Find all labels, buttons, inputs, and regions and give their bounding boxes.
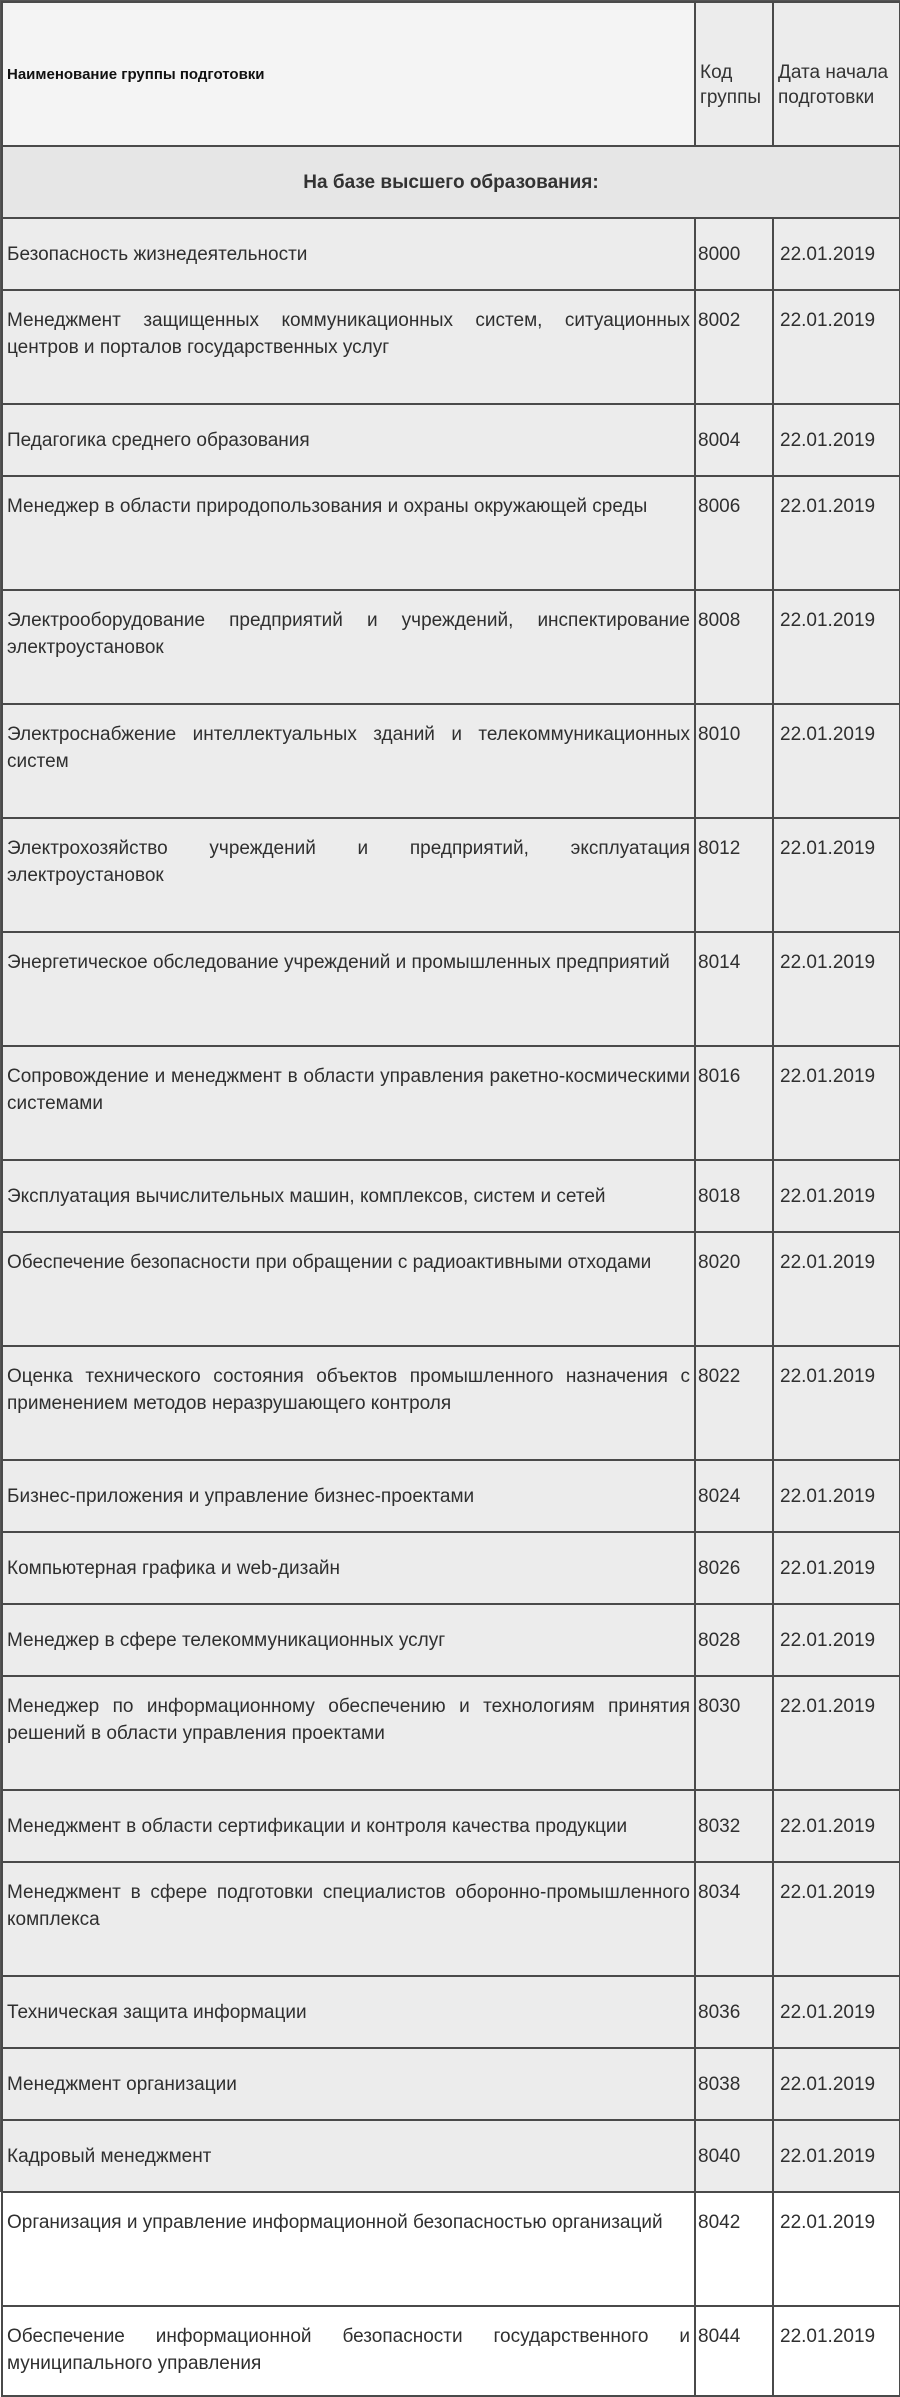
table-row: [2, 932, 900, 1046]
group-name-cell: Техническая защита информации: [2, 1976, 695, 2048]
group-code-cell: 8010: [695, 704, 773, 818]
training-groups-table: [1, 1, 900, 2397]
start-date-cell: 22.01.2019: [773, 1676, 900, 1790]
start-date-cell: 22.01.2019: [773, 404, 900, 476]
group-name-cell: Обеспечение безопасности при обращении с радиоактивными отходами: [2, 1232, 695, 1346]
table-row: [2, 1532, 900, 1604]
group-name-cell: Менеджмент организации: [2, 2048, 695, 2120]
group-code-cell: 8002: [695, 290, 773, 404]
table-row: [2, 2192, 900, 2306]
start-date-cell: 22.01.2019: [773, 2048, 900, 2120]
group-name-cell: Менеджер по информационному обеспечению и технологиям принятия решений в области управления проектами: [2, 1676, 695, 1790]
table-row: [2, 1346, 900, 1460]
start-date-cell: 22.01.2019: [773, 1976, 900, 2048]
start-date-cell: 22.01.2019: [773, 704, 900, 818]
group-name-cell: Менеджер в области природопользования и охраны окружающей среды: [2, 476, 695, 590]
group-name-cell: Бизнес-приложения и управление бизнес-проектами: [2, 1460, 695, 1532]
group-name-cell: Электрохозяйство учреждений и предприятий, эксплуатация электроустановок: [2, 818, 695, 932]
group-code-cell: 8030: [695, 1676, 773, 1790]
group-code-cell: 8004: [695, 404, 773, 476]
group-code-cell: 8018: [695, 1160, 773, 1232]
group-name-cell: Электроснабжение интеллектуальных зданий и телекоммуникационных систем: [2, 704, 695, 818]
group-name-cell: Сопровождение и менеджмент в области управления ракетно-космическими системами: [2, 1046, 695, 1160]
table-row: [2, 1976, 900, 2048]
start-date-cell: 22.01.2019: [773, 1862, 900, 1976]
table-row: [2, 476, 900, 590]
start-date-cell: 22.01.2019: [773, 290, 900, 404]
start-date-cell: 22.01.2019: [773, 590, 900, 704]
table-row: [2, 2120, 900, 2192]
group-code-cell: 8016: [695, 1046, 773, 1160]
table-row: [2, 590, 900, 704]
group-code-cell: 8008: [695, 590, 773, 704]
start-date-cell: 22.01.2019: [773, 1046, 900, 1160]
group-code-cell: 8026: [695, 1532, 773, 1604]
table-row: [2, 290, 900, 404]
group-code-cell: 8042: [695, 2192, 773, 2306]
group-code-cell: 8028: [695, 1604, 773, 1676]
group-name-cell: Менеджмент в области сертификации и контроля качества продукции: [2, 1790, 695, 1862]
table-row: [2, 1862, 900, 1976]
group-code-cell: 8000: [695, 218, 773, 290]
group-name-cell: Педагогика среднего образования: [2, 404, 695, 476]
table-row: [2, 1460, 900, 1532]
group-code-cell: 8036: [695, 1976, 773, 2048]
group-code-cell: 8044: [695, 2306, 773, 2396]
start-date-cell: 22.01.2019: [773, 1532, 900, 1604]
start-date-cell: 22.01.2019: [773, 1160, 900, 1232]
start-date-cell: 22.01.2019: [773, 1232, 900, 1346]
table-row: [2, 1676, 900, 1790]
group-code-cell: 8024: [695, 1460, 773, 1532]
group-code-cell: 8034: [695, 1862, 773, 1976]
table-row: [2, 704, 900, 818]
group-name-cell: Кадровый менеджмент: [2, 2120, 695, 2192]
header-group-code: Код группы: [695, 2, 773, 146]
group-code-cell: 8014: [695, 932, 773, 1046]
table-row: [2, 1232, 900, 1346]
group-name-cell: Оценка технического состояния объектов промышленного назначения с применением методов неразрушающего контроля: [2, 1346, 695, 1460]
group-name-cell: Менеджмент защищенных коммуникационных систем, ситуационных центров и порталов государственных услуг: [2, 290, 695, 404]
table-row: [2, 404, 900, 476]
start-date-cell: 22.01.2019: [773, 2306, 900, 2396]
group-name-cell: Энергетическое обследование учреждений и промышленных предприятий: [2, 932, 695, 1046]
group-name-cell: Эксплуатация вычислительных машин, комплексов, систем и сетей: [2, 1160, 695, 1232]
group-name-cell: Обеспечение информационной безопасности государственного и муниципального управления: [2, 2306, 695, 2396]
group-name-cell: Электрооборудование предприятий и учреждений, инспектирование электроустановок: [2, 590, 695, 704]
group-code-cell: 8022: [695, 1346, 773, 1460]
group-code-cell: 8020: [695, 1232, 773, 1346]
header-group-name: Наименование группы подготовки: [2, 2, 695, 146]
table-row: [2, 1604, 900, 1676]
header-start-date: Дата начала подготовки: [773, 2, 900, 146]
table-row: [2, 1160, 900, 1232]
start-date-cell: 22.01.2019: [773, 818, 900, 932]
group-name-cell: Безопасность жизнедеятельности: [2, 218, 695, 290]
table-row: [2, 818, 900, 932]
start-date-cell: 22.01.2019: [773, 2120, 900, 2192]
start-date-cell: 22.01.2019: [773, 476, 900, 590]
table-row: [2, 2048, 900, 2120]
group-name-cell: Компьютерная графика и web-дизайн: [2, 1532, 695, 1604]
start-date-cell: 22.01.2019: [773, 2192, 900, 2306]
group-code-cell: 8038: [695, 2048, 773, 2120]
table-row: [2, 1790, 900, 1862]
start-date-cell: 22.01.2019: [773, 932, 900, 1046]
group-code-cell: 8012: [695, 818, 773, 932]
table-row: [2, 2306, 900, 2396]
group-code-cell: 8032: [695, 1790, 773, 1862]
start-date-cell: 22.01.2019: [773, 1790, 900, 1862]
start-date-cell: 22.01.2019: [773, 1604, 900, 1676]
section-title: На базе высшего образования:: [2, 146, 900, 218]
group-name-cell: Менеджер в сфере телекоммуникационных услуг: [2, 1604, 695, 1676]
group-code-cell: 8006: [695, 476, 773, 590]
table-row: [2, 1046, 900, 1160]
table-row: [2, 218, 900, 290]
start-date-cell: 22.01.2019: [773, 1346, 900, 1460]
section-row: [2, 146, 900, 218]
table-header-row: [2, 2, 900, 146]
start-date-cell: 22.01.2019: [773, 1460, 900, 1532]
group-code-cell: 8040: [695, 2120, 773, 2192]
group-name-cell: Менеджмент в сфере подготовки специалистов оборонно-промышленного комплекса: [2, 1862, 695, 1976]
start-date-cell: 22.01.2019: [773, 218, 900, 290]
group-name-cell: Организация и управление информационной безопасностью организаций: [2, 2192, 695, 2306]
